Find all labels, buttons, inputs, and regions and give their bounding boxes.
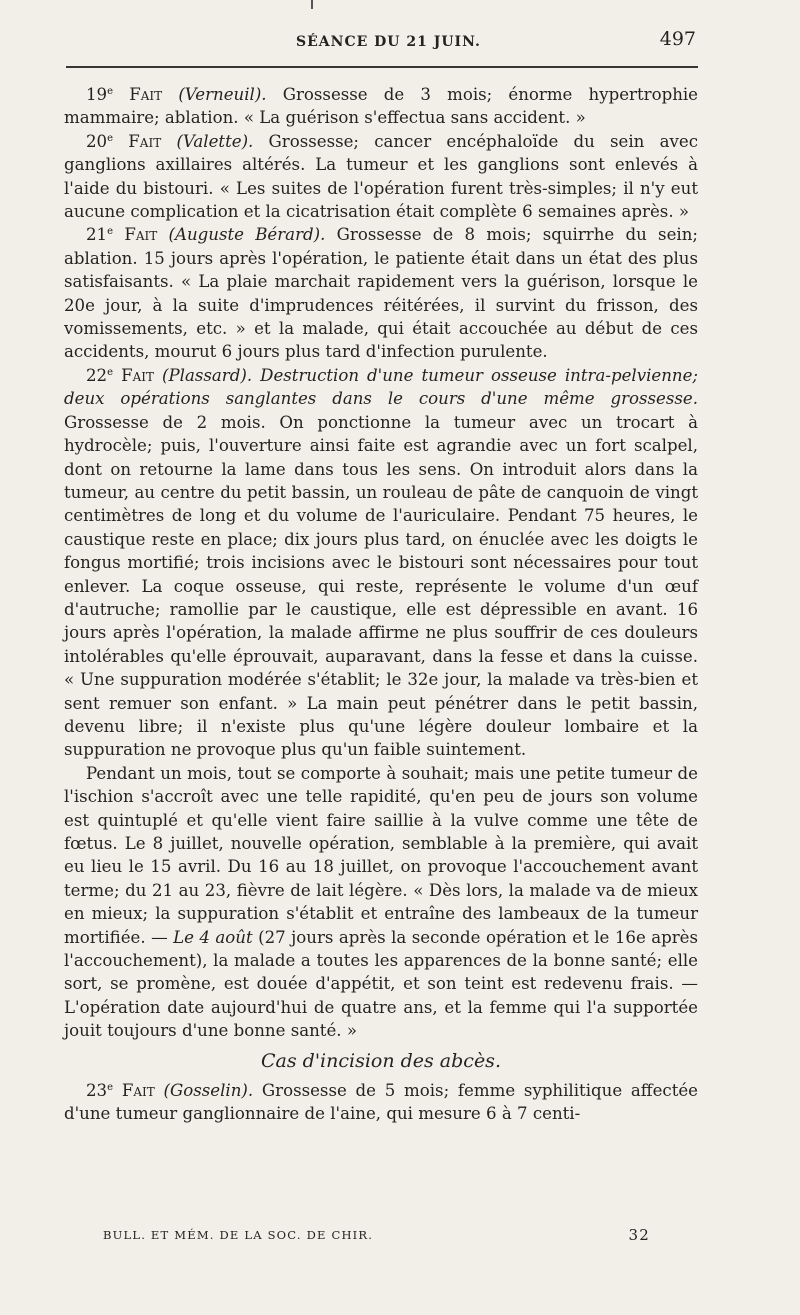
fait-author: (Auguste Bérard). xyxy=(168,225,326,245)
fait-text: Grossesse de 2 mois. On ponctionne la tumeur avec un trocart à hydrocèle; puis, l'ouverture ainsi faite est agrandie avec un fort scalpel, dont on retourne la lame dans tous les sens. On introduit alors dans la tumeur, au centre du petit bassin, un rouleau de pâte de canquoin de vingt centimètres de long et du volume de l'auriculaire. Pendant 75 heures, le caustique reste en place; dix jours plus tard, on énuclée avec les doigts le fongus mortifié; trois incisions avec le bistouri sont nécessaires pour tout enlever. La coque osseuse, qui reste, représente le volume d'un œuf d'autruche; ramollie par le caustique, elle est dépressible en avant. 16 jours après l'opération, la malade affirme ne plus souffrir de ces douleurs intolérables qu'elle éprouvait, auparavant, dans la fesse et dans la cuisse. « Une suppuration modérée s'établit; le 32e jour, la malade va très-bien et sent remuer son enfant. » La main peut pénétrer dans le petit bassin, devenu libre; il n'existe plus qu'une légère douleur lombaire et la suppuration ne provoque plus qu'un faible suintement. xyxy=(64,412,698,760)
fait-number: 23 xyxy=(86,1080,108,1100)
fait-ordinal: e xyxy=(107,132,114,144)
fait-label: Fait xyxy=(124,225,158,245)
running-title: SÉANCE DU 21 JUIN. xyxy=(296,34,481,50)
header-rule xyxy=(66,66,698,68)
page-footer xyxy=(103,1226,650,1246)
signature-mark: 32 xyxy=(628,1226,650,1244)
fait-ordinal: e xyxy=(107,1081,114,1093)
page-header xyxy=(66,28,696,58)
fait-text: Grossesse de 3 mois; énorme hypertrophie mammaire; ablation. « La guérison s'effectua sans accident. » xyxy=(64,85,699,128)
paragraph-fait-21 xyxy=(64,223,698,363)
paragraph-fait-22 xyxy=(64,364,698,762)
fait-author: (Valette). xyxy=(176,131,254,151)
fait-label: Fait xyxy=(129,85,163,104)
fait-ordinal: e xyxy=(107,366,114,378)
paragraph-fait-19 xyxy=(64,83,698,130)
continuation-text-start: Pendant un mois, tout se comporte à souhait; mais une petite tumeur de l'ischion s'accroît avec une telle rapidité, qu'en peu de jours son volume est quintuplé et qu'elle vient faire saillie à la vulve comme une tête de fœtus. Le 8 juillet, nouvelle opération, semblable à la première, qui avait eu lieu le 15 avril. Du 16 au 18 juillet, on provoque l'accouchement avant terme; du 21 au 23, fièvre de lait légère. « Dès lors, la malade va de mieux en mieux; la suppuration s'établit et entraîne des lambeaux de la tumeur mortifiée. — xyxy=(64,763,698,947)
fait-number: 20 xyxy=(86,131,108,151)
paragraph-fait-23 xyxy=(64,1079,698,1126)
fait-label: Fait xyxy=(121,365,155,385)
continuation-date: Le 4 août xyxy=(173,927,253,947)
fait-text: Grossesse; cancer encéphaloïde du sein avec ganglions axillaires altérés. La tumeur et les ganglions sont enlevés à l'aide du bistouri. « Les suites de l'opération furent très-simples; il n'y eut aucune complication et la cicatrisation était complète 6 semaines après. » xyxy=(64,131,698,222)
fait-text: Grossesse de 5 mois; femme syphilitique affectée d'une tumeur ganglionnaire de l'aine, qui mesure 6 à 7 centi- xyxy=(64,1080,699,1124)
fait-ordinal: e xyxy=(107,226,114,238)
fait-author: (Verneuil). xyxy=(178,85,267,104)
section-heading: Cas d'incision des abcès. xyxy=(261,1049,501,1072)
fait-number: 22 xyxy=(86,365,108,385)
fait-number: 21 xyxy=(86,225,108,245)
page-number: 497 xyxy=(659,28,696,50)
fait-label: Fait xyxy=(121,1080,155,1100)
fait-author: (Gosselin). xyxy=(163,1080,254,1100)
continuation-text-end: (27 jours après la seconde opération et le 16e après l'accouchement), la malade a toutes les apparences de la bonne santé; elle sort, se promène, est douée d'appétit, et son teint est redevenu frais. — L'opération date aujourd'hui de quatre ans, et la femme qui l'a supportée jouit toujours d'une bonne santé. » xyxy=(64,927,698,1041)
fait-label: Fait xyxy=(128,131,162,151)
fait-number: 19 xyxy=(86,85,108,104)
journal-name: BULL. ET MÉM. DE LA SOC. DE CHIR. xyxy=(103,1228,374,1242)
fait-author: (Plassard). xyxy=(162,365,253,385)
body-text xyxy=(64,83,698,1125)
fait-text: Grossesse de 8 mois; squirrhe du sein; ablation. 15 jours après l'opération, le patiente était dans un état des plus satisfaisants. « La plaie marchait rapidement vers la guérison, lorsque le 20e jour, à la suite d'imprudences réitérées, il survint du frisson, des vomissements, etc. » et la malade, qui était accouchée au début de ces accidents, mourut 6 jours plus tard d'infection purulente. xyxy=(64,225,698,362)
fait-ordinal: e xyxy=(107,86,114,97)
fait-title: Destruction d'une tumeur osseuse intra-pelvienne; deux opérations sanglantes dans le cours d'une même grossesse. xyxy=(64,365,699,409)
print-mark xyxy=(311,0,313,9)
paragraph-continuation xyxy=(64,762,698,1043)
paragraph-fait-20 xyxy=(64,130,698,224)
